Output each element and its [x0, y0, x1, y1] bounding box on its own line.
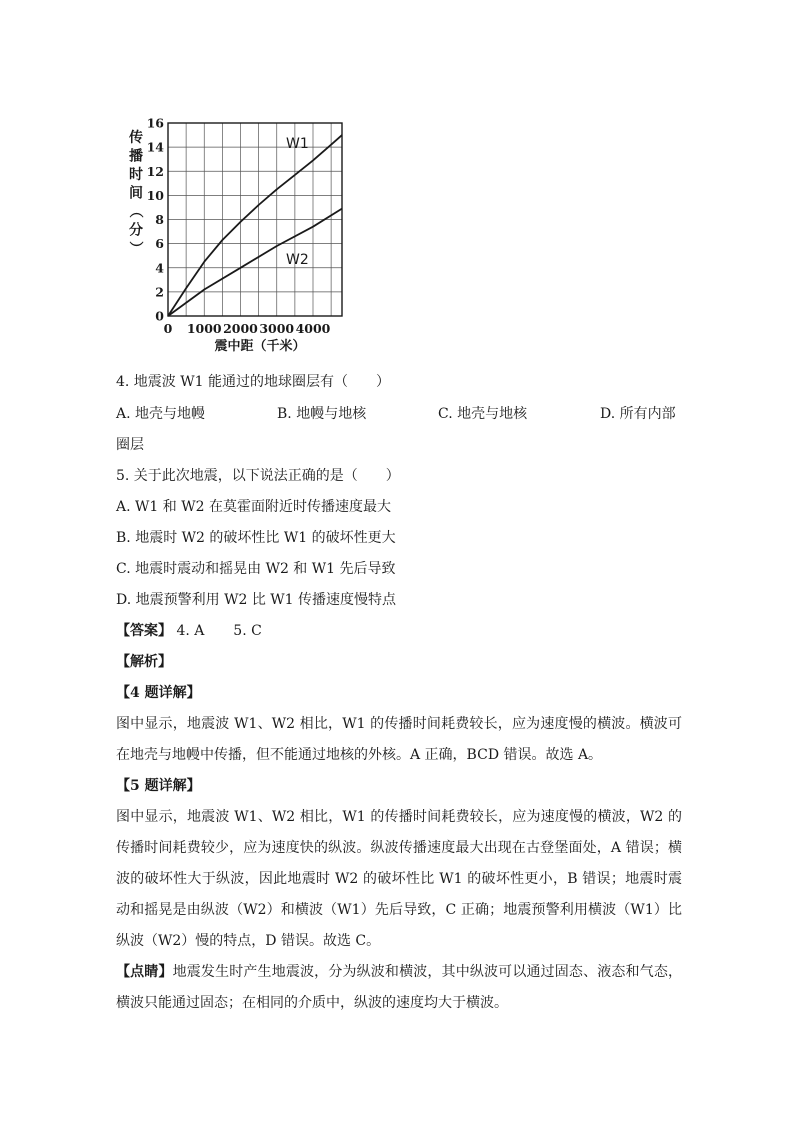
x-tick-label: 3000 [259, 321, 295, 336]
y-axis-label-char: 传 [129, 130, 143, 146]
question-4-stem: 4. 地震波 W1 能通过的地球圈层有（ ） [116, 374, 391, 390]
x-tick-label: 2000 [223, 321, 258, 336]
y-axis-label-char: 间 [129, 185, 143, 202]
series-label-w1: W1 [286, 136, 309, 152]
q4-option-c: C. 地壳与地核 [438, 406, 528, 422]
y-tick-label: 0 [155, 308, 164, 324]
detail-4-tag: 【4 题详解】 [116, 685, 201, 701]
question-5-stem: 5. 关于此次地震，以下说法正确的是（ ） [116, 468, 400, 484]
series-line-w2 [168, 209, 342, 316]
x-tick-label: 0 [163, 321, 173, 336]
q5-option-b: B. 地震时 W2 的破坏性比 W1 的破坏性更大 [116, 530, 396, 546]
tip-text: 地震发生时产生地震波，分为纵波和横波，其中纵波可以通过固态、液态和气态，横波只能通过固态；在相同的介质中，纵波的速度均大于横波。 [116, 964, 683, 1011]
y-tick-label: 12 [146, 163, 164, 179]
q4-option-b: B. 地幔与地核 [277, 406, 367, 422]
analysis-tag: 【解析】 [116, 654, 172, 670]
chart-series [168, 135, 342, 316]
q4-option-a: A. 地壳与地幔 [116, 406, 206, 422]
y-tick-label: 6 [155, 236, 164, 252]
series-label-w2: W2 [286, 252, 309, 268]
answer-line [116, 621, 262, 641]
x-tick-label: 1000 [186, 321, 222, 336]
tip-tag: 【点睛】 [116, 964, 173, 980]
y-tick-label: 16 [146, 115, 164, 131]
y-axis-label-char: ） [127, 241, 143, 255]
y-tick-label: 14 [146, 139, 164, 155]
y-axis-label-char: 时 [129, 167, 143, 183]
y-tick-label: 8 [155, 212, 164, 227]
q4-option-d-wrap: 圈层 [116, 437, 144, 453]
y-axis-label-char: 分 [129, 222, 143, 239]
chart-grid [168, 123, 342, 316]
detail-5-text: 图中显示，地震波 W1、W2 相比，W1 的传播时间耗费较长，应为速度慢的横波，W2 的传播时间耗费较少，应为速度快的纵波。纵波传播速度最大出现在古登堡面处，A 错误；横波的破坏性大于纵波，因此地震时 W2 的破坏性比 W1 的破坏性更小，B 错误；地震时震动和摇晃是由纵波（W2）和横波（W1）先后导致，C 正确；地震预警利用横波（W1）比纵波（W2）慢的特点，D 错误。故选 C。 [116, 809, 682, 949]
y-tick-label: 10 [146, 187, 164, 203]
x-tick-label: 4000 [295, 321, 331, 336]
q5-option-c: C. 地震时震动和摇晃由 W2 和 W1 先后导致 [116, 561, 396, 577]
answer-q5: 5. C [233, 623, 262, 639]
tip-paragraph [116, 957, 682, 1019]
x-tick-labels [164, 321, 331, 336]
answer-q4: 4. A [176, 623, 205, 639]
q5-option-a: A. W1 和 W2 在莫霍面附近时传播速度最大 [116, 499, 391, 515]
y-axis-label-char: （ [127, 204, 143, 218]
q4-option-d: D. 所有内部 [600, 406, 676, 422]
detail-4-text: 图中显示，地震波 W1、W2 相比，W1 的传播时间耗费较长，应为速度慢的横波。横波可在地壳与地幔中传播，但不能通过地核的外核。A 正确，BCD 错误。故选 A。 [116, 716, 682, 763]
y-tick-label: 4 [155, 260, 164, 276]
q5-option-d: D. 地震预警利用 W2 比 W1 传播速度慢特点 [116, 592, 397, 608]
y-tick-labels [147, 116, 165, 324]
y-axis-label [127, 129, 143, 255]
travel-time-chart [120, 112, 360, 357]
answer-tag: 【答案】 [116, 623, 172, 639]
x-axis-label: 震中距（千米） [214, 339, 306, 354]
y-axis-label-char: 播 [129, 148, 143, 165]
y-tick-label: 2 [155, 284, 164, 300]
detail-5-tag: 【5 题详解】 [116, 778, 201, 794]
